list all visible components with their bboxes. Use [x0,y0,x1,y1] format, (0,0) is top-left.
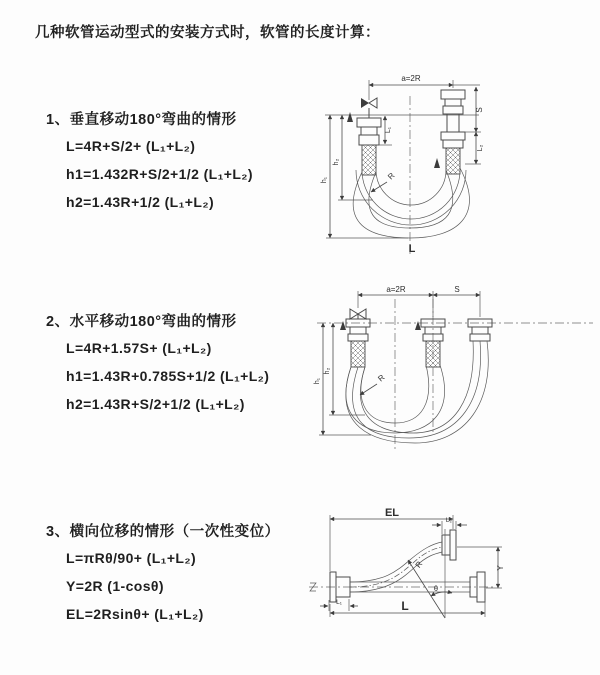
dim-el-label: EL [384,507,400,519]
dimension-h2 [324,323,365,415]
braided-hose-section [362,145,376,175]
dim-l2-label: L₂ [477,144,484,152]
section3-formula-Y: Y=2R (1-cosθ) [66,578,164,594]
dimension-h1 [314,323,371,435]
right-pipe [434,90,465,174]
dimension-l1 [320,599,358,611]
dim-l1-label: L₁ [385,126,392,134]
centerlines [309,583,495,591]
valve-icon [361,98,369,108]
dimension-a2r [358,285,480,317]
section1-heading: 1、垂直移动180°弯曲的情形 [46,112,237,128]
section1-formula-L: L=4R+S/2+ (L₁+L₂) [66,138,196,154]
section3-formula-EL: EL=2Rsinθ+ (L₁+L₂) [66,606,204,622]
page-title: 几种软管运动型式的安装方式时，软管的长度计算： [35,25,380,41]
dim-s-label: S [475,107,484,113]
dim-h2-label: h₂ [324,367,331,375]
dimension-l [330,599,485,617]
middle-pipe [415,319,445,367]
dimension-a2r [369,74,453,100]
upper-flange-displaced [442,530,456,560]
dim-s-label: S [454,285,460,294]
diagram-lateral-displacement [305,505,600,655]
section2-formula-h1: h1=1.43R+0.785S+1/2 (L₁+L₂) [66,368,270,384]
hose-s-curve [350,542,442,592]
left-pipe [340,319,370,367]
section1-formula-h1: h1=1.432R+S/2+1/2 (L₁+L₂) [66,166,253,182]
movement-arrow-icon [415,321,421,330]
radius-callout [360,373,387,395]
diagram-vertical-180-bend [313,70,600,270]
radius-label: R [376,372,387,384]
section2-formula-L: L=4R+1.57S+ (L₁+L₂) [66,340,212,356]
dim-h1-label: h₁ [321,176,328,184]
movement-arrow-icon [347,112,353,122]
section2-formula-h2: h2=1.43R+S/2+1/2 (L₁+L₂) [66,396,245,412]
dimension-el [330,507,453,571]
dim-a2r-label: a=2R [386,285,406,294]
dim-y-label: Y [496,565,505,571]
section1-formula-h2: h2=1.43R+1/2 (L₁+L₂) [66,194,215,210]
angle-theta-label: θ [433,584,439,593]
hose-curves [346,341,488,443]
dim-a2r-label: a=2R [401,74,421,83]
movement-arrow-icon [434,158,440,168]
radius-label: R [413,559,425,570]
radius-callout [408,559,445,618]
dim-h1-label: h₁ [314,377,321,385]
section3-formula-L: L=πRθ/90+ (L₁+L₂) [66,550,197,566]
left-pipe [347,98,381,175]
section2-heading: 2、水平移动180°弯曲的情形 [46,314,237,330]
valve-icon [350,309,366,319]
dim-l2-label: L₂ [445,517,453,524]
dim-l1-label: L₁ [336,599,342,606]
dim-l-label: L [401,599,409,613]
diagram-horizontal-180-bend [313,283,600,463]
dim-L-label: L [408,243,416,255]
movement-arrow-icon [340,321,346,330]
right-pipe-moved [468,319,492,341]
hose-curves [353,168,469,238]
section3-heading: 3、横向位移的情形（一次性变位） [46,524,280,540]
radius-label: R [386,171,397,182]
dim-h2-label: h₂ [333,158,340,166]
